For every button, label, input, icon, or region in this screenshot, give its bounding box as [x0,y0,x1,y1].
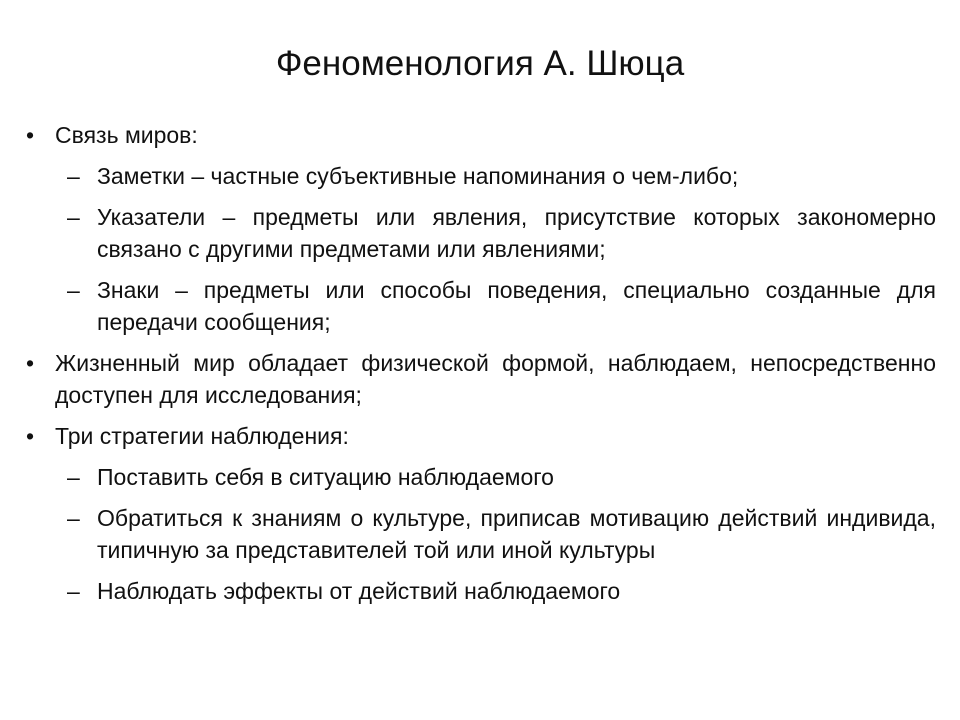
bullet-marker: • [26,423,35,449]
bullet-text: Три стратегии наблюдения: [55,423,349,449]
sub-bullet-text: Знаки – предметы или способы поведения, специально созданные для передачи сообщения; [97,277,936,335]
dash-marker: – [67,163,80,189]
sub-bullet-text: Наблюдать эффекты от действий наблюдаемого [97,578,621,604]
sub-bullet-item [26,575,936,607]
dash-marker: – [67,464,80,490]
sub-bullet-text: Обратиться к знаниям о культуре, приписав мотивацию действий индивида, типичную за представителей той или иной культуры [97,505,936,563]
sub-bullet-text: Заметки – частные субъективные напоминания о чем-либо; [97,163,739,189]
bullet-text: Связь миров: [55,122,198,148]
bullet-item [26,119,936,151]
dash-marker: – [67,505,80,531]
dash-marker: – [67,578,80,604]
sub-bullet-item [26,502,936,566]
bullet-marker: • [26,122,35,148]
sub-bullet-item [26,201,936,265]
sub-bullet-text: Указатели – предметы или явления, присутствие которых закономерно связано с другими предметами или явлениями; [97,204,936,262]
bullet-item [26,347,936,411]
sub-bullet-item [26,461,936,493]
sub-bullet-text: Поставить себя в ситуацию наблюдаемого [97,464,554,490]
sub-bullet-item [26,160,936,192]
slide-title: Феноменология А. Шюца [275,44,685,83]
bullet-marker: • [26,350,35,376]
bullet-item [26,420,936,452]
sub-bullet-item [26,274,936,338]
dash-marker: – [67,277,80,303]
bullet-text: Жизненный мир обладает физической формой, наблюдаем, непосредственно доступен для исследования; [55,350,936,408]
dash-marker: – [67,204,80,230]
bullet-list [26,119,936,616]
